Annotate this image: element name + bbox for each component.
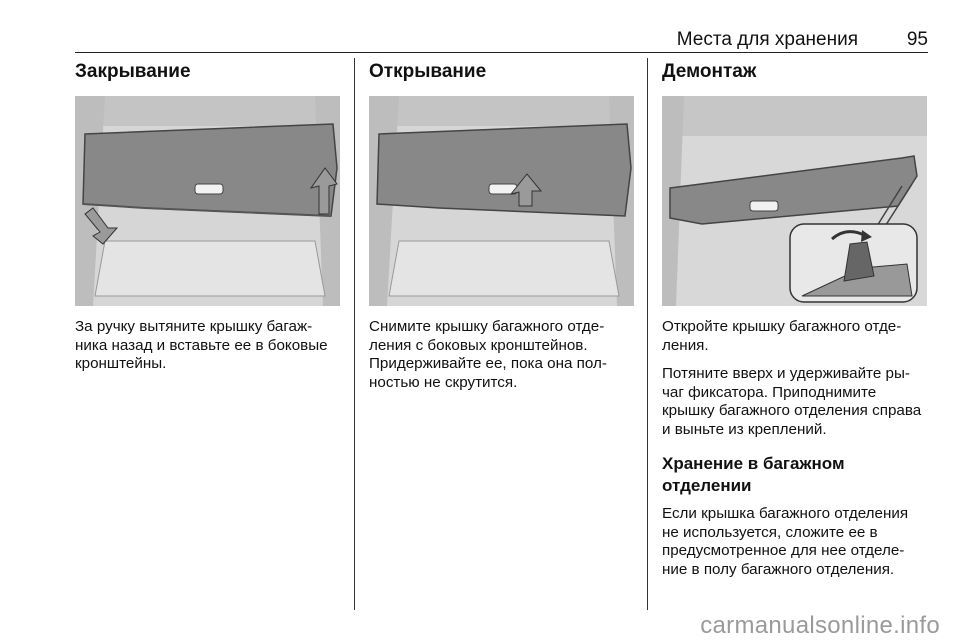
instruction-paragraph: За ручку вытяните крышку багаж-ника назад и вставьте ее в боковые кронштейны. bbox=[75, 318, 328, 372]
page-title: Места для хранения bbox=[676, 29, 858, 50]
section-heading-closing: Закрывание bbox=[75, 61, 191, 82]
car-trunk-cover-removal-illustration bbox=[662, 96, 927, 306]
instruction-paragraph: Снимите крышку багажного отде-ления с боковых кронштейнов. Придерживайте ее, пока она пол-ностью не скрутится. bbox=[369, 318, 607, 391]
section-heading-removal: Демонтаж bbox=[662, 61, 757, 82]
instruction-paragraph: Откройте крышку багажного отде-ления. bbox=[662, 318, 902, 354]
column-closing bbox=[75, 60, 340, 384]
column-removal bbox=[662, 60, 927, 589]
section-subheading-storage: Хранение в багажном отделении bbox=[662, 454, 845, 495]
column-opening bbox=[369, 60, 634, 402]
car-trunk-cover-closing-illustration bbox=[75, 96, 340, 306]
instruction-paragraph: Если крышка багажного отделения не используется, сложите ее в предусмотренное для нее отделе-ние в полу багажного отделения. bbox=[662, 505, 909, 578]
page-header bbox=[75, 26, 928, 53]
column-divider bbox=[354, 58, 355, 610]
section-heading-opening: Открывание bbox=[369, 61, 487, 82]
column-divider bbox=[647, 58, 648, 610]
car-trunk-cover-opening-illustration bbox=[369, 96, 634, 306]
page-number: 95 bbox=[906, 29, 928, 50]
instruction-paragraph: Потяните вверх и удерживайте ры-чаг фиксатора. Приподнимите крышку багажного отделения справа и выньте из креплений. bbox=[662, 365, 922, 438]
watermark: carmanualsonline.info bbox=[700, 612, 940, 639]
